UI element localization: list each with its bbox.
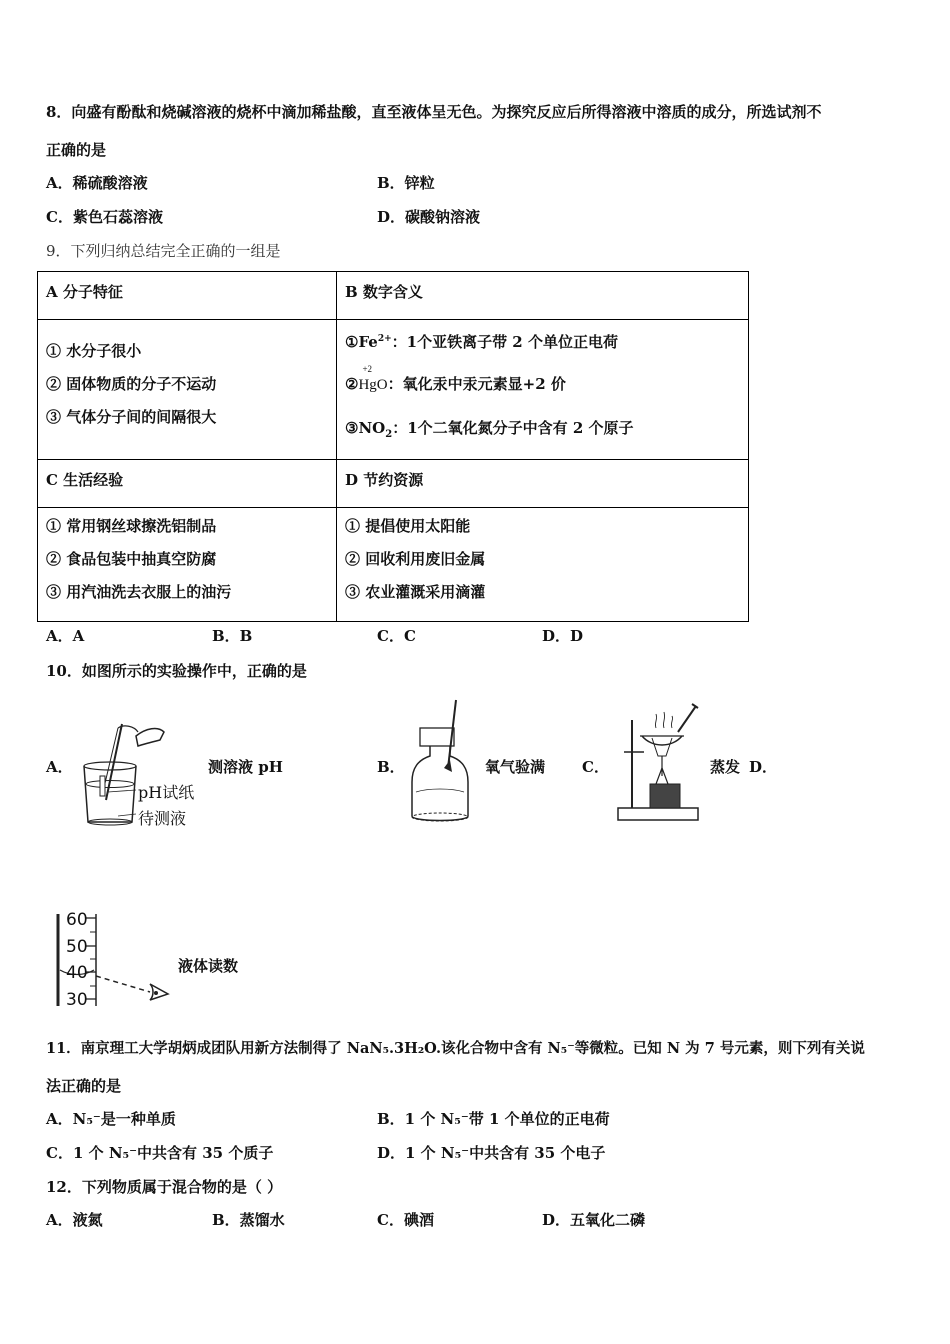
q10-c-caption: 蒸发: [710, 758, 741, 776]
q9-cell-a-header: [38, 272, 337, 320]
q10-d-caption: 液体读数: [178, 957, 239, 975]
q9-a-header: A 分子特征: [46, 283, 123, 301]
q8-option-a[interactable]: A．稀硫酸溶液: [46, 174, 148, 192]
q9-cell-c-header: [38, 460, 337, 508]
q9-d-header: D 节约资源: [345, 471, 424, 489]
q9-b-item-1: [345, 320, 748, 358]
q9-cell-b-body: [337, 320, 749, 460]
q12-option-b[interactable]: B．蒸馏水: [212, 1211, 285, 1229]
q12-option-a[interactable]: A．液氮: [46, 1211, 103, 1229]
oxygen-test-figure: [408, 698, 478, 826]
evaporation-figure: [612, 698, 704, 826]
b-item3-text: ：1个二氧化氮分子中含有 2 个原子: [392, 419, 634, 437]
hgo-text: HgO: [358, 377, 388, 393]
q9-option-b[interactable]: B．B: [212, 627, 253, 645]
q11-stem-line2: 法正确的是: [46, 1077, 122, 1095]
q9-c-header: C 生活经验: [46, 471, 124, 489]
q10-option-a-letter[interactable]: A．: [46, 758, 73, 776]
q9-d-item: ③ 农业灌溉采用滴灌: [345, 583, 486, 601]
q9-table: [37, 271, 749, 622]
q8-stem-line1: 8．向盛有酚酞和烧碱溶液的烧杯中滴加稀盐酸，直至液体呈无色。为探究反应后所得溶液中溶质的成分，所选试剂不: [46, 103, 822, 121]
hg-oxidation-state: +2: [362, 364, 373, 374]
hgo-formula: [358, 364, 388, 393]
q8-stem-line2: 正确的是: [46, 141, 107, 159]
q10-stem: 10．如图所示的实验操作中，正确的是: [46, 662, 307, 680]
q9-option-c[interactable]: C．C: [377, 627, 416, 645]
q10-option-b-letter[interactable]: B．: [377, 758, 405, 776]
test-liquid-label: 待测液: [138, 809, 187, 828]
q11-option-b[interactable]: B．1 个 N₅⁻带 1 个单位的正电荷: [377, 1110, 610, 1128]
q9-cell-c-body: [38, 508, 337, 622]
q9-a-item: ① 水分子很小: [46, 342, 142, 360]
q9-cell-d-body: [337, 508, 749, 622]
fe-charge: 2+: [377, 334, 392, 344]
q11-stem-line1: 11．南京理工大学胡炳成团队用新方法制得了 NaN₅.3H₂O.该化合物中含有 N₅⁻等微粒。已知 N 为 7 号元素，则下列有关说: [46, 1040, 865, 1057]
fe-symbol: ①Fe: [345, 333, 378, 351]
no2-symbol: ③NO: [345, 419, 386, 437]
b-item2-text: ：氧化汞中汞元素显+2 价: [387, 375, 566, 393]
ph-paper-label: pH试纸: [138, 783, 195, 802]
q9-a-item: ② 固体物质的分子不运动: [46, 375, 217, 393]
q12-option-c[interactable]: C．碘酒: [377, 1211, 434, 1229]
cylinder-tick-label: 30: [66, 990, 88, 1010]
q10-option-d-letter[interactable]: D．: [749, 758, 778, 776]
q8-option-b[interactable]: B．锌粒: [377, 174, 435, 192]
cylinder-tick-label: 40: [66, 963, 88, 983]
q9-stem: 9．下列归纳总结完全正确的一组是: [46, 242, 281, 260]
q11-option-a[interactable]: A．N₅⁻是一种单质: [46, 1110, 176, 1128]
no2-subscript: 2: [385, 429, 393, 440]
q12-stem: 12．下列物质属于混合物的是（ ）: [46, 1178, 283, 1196]
q11-option-d[interactable]: D．1 个 N₅⁻中共含有 35 个电子: [377, 1144, 606, 1162]
q9-c-item: ① 常用钢丝球擦洗铝制品: [46, 517, 217, 535]
q9-a-item: ③ 气体分子间的间隔很大: [46, 408, 217, 426]
q9-c-item: ③ 用汽油洗去衣服上的油污: [46, 583, 232, 601]
q11-option-c[interactable]: C．1 个 N₅⁻中共含有 35 个质子: [46, 1144, 274, 1162]
q10-option-c-letter[interactable]: C．: [582, 758, 609, 776]
q9-b-item-3: [345, 406, 748, 450]
q9-c-item: ② 食品包装中抽真空防腐: [46, 550, 217, 568]
q9-b-header: B 数字含义: [345, 283, 423, 301]
cylinder-tick-label: 50: [66, 937, 88, 957]
cylinder-tick-label: 60: [66, 910, 88, 930]
q9-option-d[interactable]: D．D: [542, 627, 584, 645]
q10-b-caption: 氧气验满: [485, 758, 546, 776]
q9-d-item: ② 回收利用废旧金属: [345, 550, 486, 568]
b-item2-prefix: ②: [345, 375, 359, 393]
q9-b-item-2: [345, 358, 748, 406]
q10-a-caption: 测溶液 pH: [208, 758, 283, 776]
q12-option-d[interactable]: D．五氧化二磷: [542, 1211, 646, 1229]
q9-cell-b-header: [337, 272, 749, 320]
q9-option-a[interactable]: A．A: [46, 627, 85, 645]
q9-cell-d-header: [337, 460, 749, 508]
q8-option-d[interactable]: D．碳酸钠溶液: [377, 208, 481, 226]
q8-option-c[interactable]: C．紫色石蕊溶液: [46, 208, 163, 226]
q9-d-item: ① 提倡使用太阳能: [345, 517, 471, 535]
b-item1-text: ：1个亚铁离子带 2 个单位正电荷: [391, 333, 618, 351]
q9-cell-a-body: [38, 320, 337, 460]
